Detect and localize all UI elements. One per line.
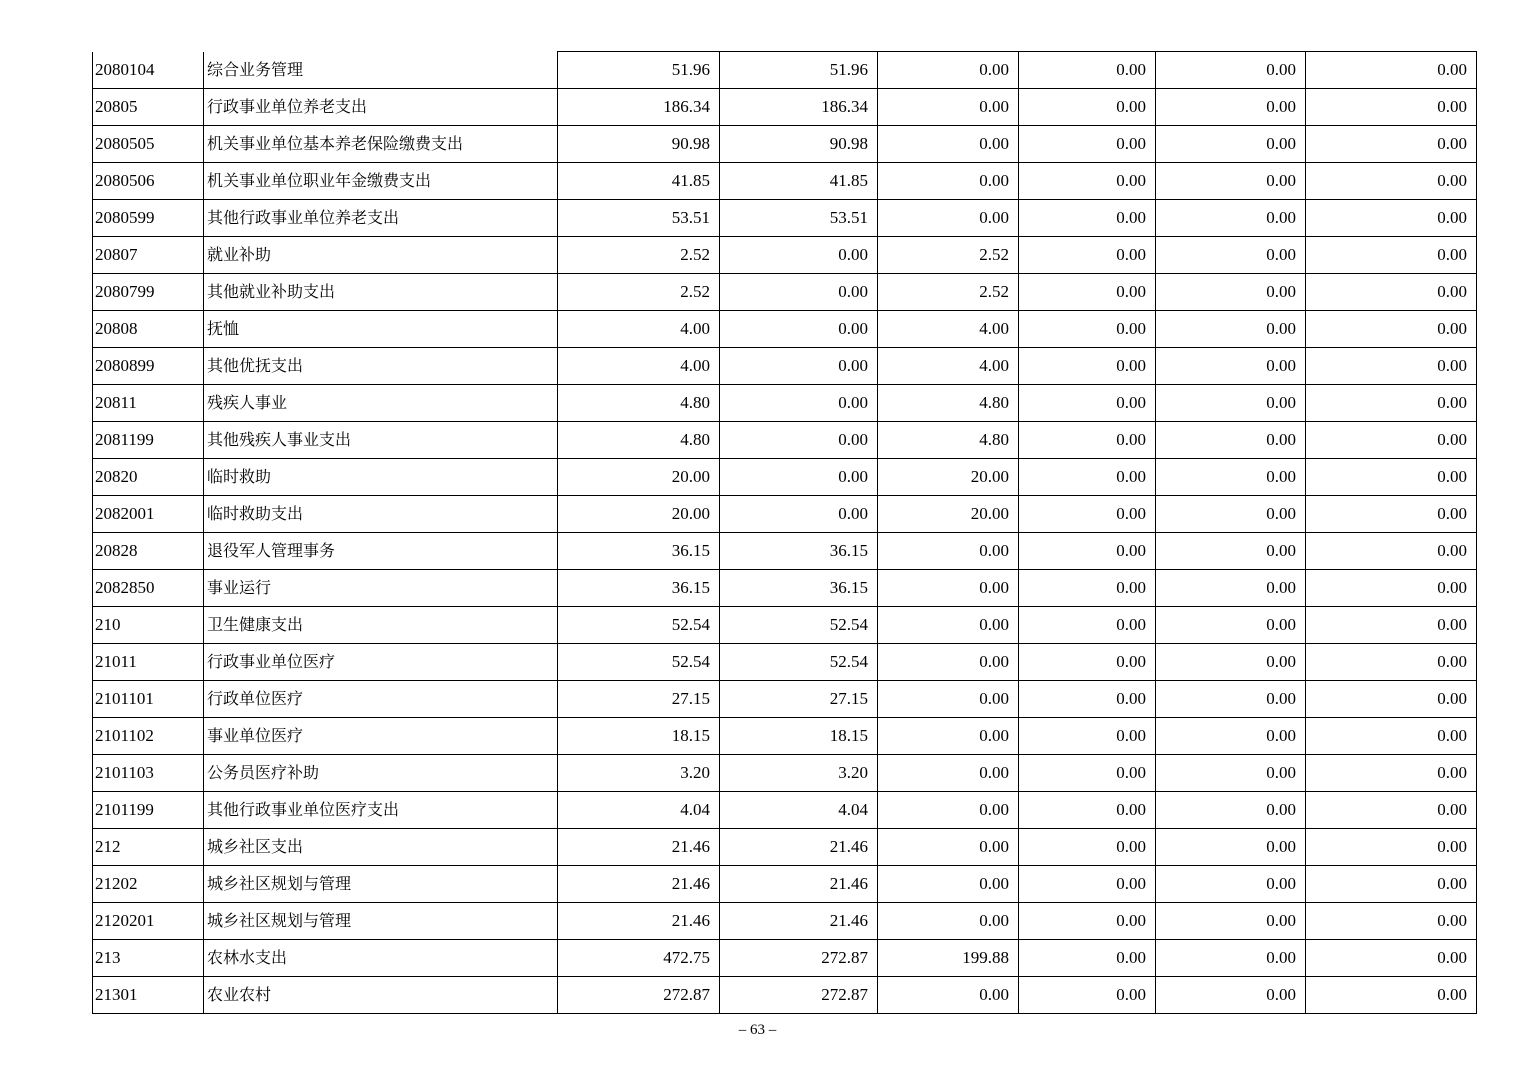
amount-cell: 472.75 — [558, 940, 720, 977]
amount-cell: 0.00 — [1019, 533, 1156, 570]
subject-name-cell: 机关事业单位职业年金缴费支出 — [204, 163, 558, 200]
amount-cell: 0.00 — [1306, 311, 1477, 348]
amount-cell: 0.00 — [1156, 829, 1306, 866]
amount-cell: 0.00 — [1156, 126, 1306, 163]
subject-name-cell: 临时救助 — [204, 459, 558, 496]
amount-cell: 0.00 — [1156, 422, 1306, 459]
table-row — [93, 274, 1477, 311]
subject-name-cell: 事业单位医疗 — [204, 718, 558, 755]
amount-cell: 0.00 — [878, 977, 1019, 1014]
amount-cell: 0.00 — [1306, 385, 1477, 422]
amount-cell: 4.00 — [558, 348, 720, 385]
amount-cell: 0.00 — [1306, 903, 1477, 940]
amount-cell: 0.00 — [878, 607, 1019, 644]
amount-cell: 20.00 — [558, 459, 720, 496]
subject-name-cell: 退役军人管理事务 — [204, 533, 558, 570]
amount-cell: 0.00 — [1019, 89, 1156, 126]
subject-code-cell: 2082001 — [93, 496, 204, 533]
subject-name-cell: 公务员医疗补助 — [204, 755, 558, 792]
subject-code-cell: 2080599 — [93, 200, 204, 237]
amount-cell: 0.00 — [1019, 311, 1156, 348]
table-row — [93, 348, 1477, 385]
subject-code-cell: 213 — [93, 940, 204, 977]
subject-name-cell: 其他行政事业单位医疗支出 — [204, 792, 558, 829]
amount-cell: 0.00 — [1156, 200, 1306, 237]
amount-cell: 0.00 — [1156, 89, 1306, 126]
amount-cell: 36.15 — [720, 533, 878, 570]
amount-cell: 0.00 — [878, 866, 1019, 903]
table-row — [93, 644, 1477, 681]
amount-cell: 0.00 — [878, 903, 1019, 940]
amount-cell: 0.00 — [878, 570, 1019, 607]
amount-cell: 0.00 — [1306, 866, 1477, 903]
amount-cell: 0.00 — [720, 496, 878, 533]
amount-cell: 4.00 — [878, 311, 1019, 348]
table-row — [93, 718, 1477, 755]
amount-cell: 2.52 — [878, 237, 1019, 274]
amount-cell: 0.00 — [1306, 755, 1477, 792]
amount-cell: 0.00 — [720, 237, 878, 274]
amount-cell: 0.00 — [1306, 237, 1477, 274]
amount-cell: 0.00 — [1019, 903, 1156, 940]
subject-name-cell: 其他残疾人事业支出 — [204, 422, 558, 459]
amount-cell: 0.00 — [1156, 866, 1306, 903]
amount-cell: 0.00 — [1156, 385, 1306, 422]
subject-code-cell: 212 — [93, 829, 204, 866]
amount-cell: 0.00 — [1019, 274, 1156, 311]
subject-code-cell: 21301 — [93, 977, 204, 1014]
subject-code-cell: 2080799 — [93, 274, 204, 311]
amount-cell: 0.00 — [1019, 237, 1156, 274]
amount-cell: 0.00 — [1156, 940, 1306, 977]
amount-cell: 53.51 — [720, 200, 878, 237]
amount-cell: 0.00 — [1306, 644, 1477, 681]
amount-cell: 0.00 — [1019, 792, 1156, 829]
amount-cell: 0.00 — [1156, 607, 1306, 644]
amount-cell: 51.96 — [558, 52, 720, 89]
amount-cell: 0.00 — [1306, 533, 1477, 570]
amount-cell: 52.54 — [558, 644, 720, 681]
subject-code-cell: 2081199 — [93, 422, 204, 459]
subject-code-cell: 20808 — [93, 311, 204, 348]
amount-cell: 20.00 — [558, 496, 720, 533]
subject-name-cell: 行政单位医疗 — [204, 681, 558, 718]
amount-cell: 21.46 — [720, 829, 878, 866]
amount-cell: 27.15 — [558, 681, 720, 718]
amount-cell: 0.00 — [878, 829, 1019, 866]
amount-cell: 0.00 — [1019, 940, 1156, 977]
amount-cell: 0.00 — [1156, 681, 1306, 718]
amount-cell: 0.00 — [1306, 977, 1477, 1014]
amount-cell: 0.00 — [1019, 644, 1156, 681]
amount-cell: 90.98 — [558, 126, 720, 163]
amount-cell: 0.00 — [720, 385, 878, 422]
amount-cell: 18.15 — [558, 718, 720, 755]
amount-cell: 0.00 — [1019, 977, 1156, 1014]
table-row — [93, 200, 1477, 237]
subject-name-cell: 临时救助支出 — [204, 496, 558, 533]
subject-code-cell: 20828 — [93, 533, 204, 570]
amount-cell: 51.96 — [720, 52, 878, 89]
subject-name-cell: 行政事业单位养老支出 — [204, 89, 558, 126]
subject-name-cell: 城乡社区规划与管理 — [204, 866, 558, 903]
amount-cell: 0.00 — [1156, 237, 1306, 274]
subject-code-cell: 20820 — [93, 459, 204, 496]
amount-cell: 21.46 — [558, 829, 720, 866]
amount-cell: 186.34 — [558, 89, 720, 126]
amount-cell: 0.00 — [1306, 422, 1477, 459]
amount-cell: 0.00 — [1306, 200, 1477, 237]
amount-cell: 0.00 — [1019, 422, 1156, 459]
subject-name-cell: 其他就业补助支出 — [204, 274, 558, 311]
amount-cell: 0.00 — [1306, 570, 1477, 607]
amount-cell: 4.80 — [558, 422, 720, 459]
amount-cell: 0.00 — [1306, 829, 1477, 866]
amount-cell: 2.52 — [558, 237, 720, 274]
table-row — [93, 126, 1477, 163]
amount-cell: 21.46 — [558, 903, 720, 940]
table-row — [93, 570, 1477, 607]
subject-name-cell: 卫生健康支出 — [204, 607, 558, 644]
subject-name-cell: 综合业务管理 — [204, 52, 558, 89]
amount-cell: 0.00 — [878, 126, 1019, 163]
amount-cell: 0.00 — [1306, 459, 1477, 496]
amount-cell: 0.00 — [1156, 496, 1306, 533]
subject-code-cell: 2101102 — [93, 718, 204, 755]
amount-cell: 20.00 — [878, 496, 1019, 533]
amount-cell: 0.00 — [1156, 311, 1306, 348]
amount-cell: 0.00 — [1306, 348, 1477, 385]
amount-cell: 21.46 — [720, 866, 878, 903]
subject-code-cell: 2101103 — [93, 755, 204, 792]
amount-cell: 20.00 — [878, 459, 1019, 496]
amount-cell: 27.15 — [720, 681, 878, 718]
amount-cell: 0.00 — [878, 163, 1019, 200]
table-body — [93, 52, 1477, 1014]
amount-cell: 0.00 — [1306, 496, 1477, 533]
amount-cell: 21.46 — [720, 903, 878, 940]
amount-cell: 3.20 — [558, 755, 720, 792]
amount-cell: 0.00 — [1156, 903, 1306, 940]
amount-cell: 0.00 — [1306, 163, 1477, 200]
table-row — [93, 977, 1477, 1014]
amount-cell: 0.00 — [1156, 570, 1306, 607]
amount-cell: 0.00 — [878, 755, 1019, 792]
subject-code-cell: 2101101 — [93, 681, 204, 718]
amount-cell: 36.15 — [720, 570, 878, 607]
subject-code-cell: 20805 — [93, 89, 204, 126]
table-row — [93, 237, 1477, 274]
subject-name-cell: 其他行政事业单位养老支出 — [204, 200, 558, 237]
table-row — [93, 89, 1477, 126]
amount-cell: 0.00 — [720, 311, 878, 348]
amount-cell: 0.00 — [878, 792, 1019, 829]
amount-cell: 272.87 — [558, 977, 720, 1014]
subject-code-cell: 21011 — [93, 644, 204, 681]
amount-cell: 0.00 — [1306, 89, 1477, 126]
table-row — [93, 533, 1477, 570]
amount-cell: 0.00 — [1306, 718, 1477, 755]
amount-cell: 0.00 — [1019, 718, 1156, 755]
amount-cell: 0.00 — [1019, 829, 1156, 866]
amount-cell: 0.00 — [1019, 459, 1156, 496]
subject-code-cell: 2120201 — [93, 903, 204, 940]
amount-cell: 0.00 — [720, 459, 878, 496]
amount-cell: 0.00 — [1156, 977, 1306, 1014]
table-row — [93, 52, 1477, 89]
amount-cell: 18.15 — [720, 718, 878, 755]
amount-cell: 0.00 — [1019, 348, 1156, 385]
table-row — [93, 940, 1477, 977]
amount-cell: 4.80 — [878, 385, 1019, 422]
amount-cell: 21.46 — [558, 866, 720, 903]
amount-cell: 4.00 — [878, 348, 1019, 385]
amount-cell: 0.00 — [1156, 755, 1306, 792]
amount-cell: 41.85 — [558, 163, 720, 200]
amount-cell: 0.00 — [1306, 274, 1477, 311]
amount-cell: 0.00 — [1306, 126, 1477, 163]
amount-cell: 0.00 — [1019, 385, 1156, 422]
amount-cell: 0.00 — [1306, 52, 1477, 89]
subject-code-cell: 2080506 — [93, 163, 204, 200]
amount-cell: 0.00 — [1156, 52, 1306, 89]
amount-cell: 0.00 — [1019, 126, 1156, 163]
subject-name-cell: 其他优抚支出 — [204, 348, 558, 385]
subject-name-cell: 城乡社区支出 — [204, 829, 558, 866]
table-row — [93, 422, 1477, 459]
subject-name-cell: 城乡社区规划与管理 — [204, 903, 558, 940]
amount-cell: 4.04 — [558, 792, 720, 829]
subject-code-cell: 20811 — [93, 385, 204, 422]
amount-cell: 0.00 — [720, 422, 878, 459]
amount-cell: 0.00 — [1306, 940, 1477, 977]
amount-cell: 0.00 — [878, 644, 1019, 681]
amount-cell: 52.54 — [720, 607, 878, 644]
amount-cell: 0.00 — [1019, 681, 1156, 718]
table-row — [93, 829, 1477, 866]
amount-cell: 4.00 — [558, 311, 720, 348]
table-row — [93, 459, 1477, 496]
amount-cell: 3.20 — [720, 755, 878, 792]
subject-name-cell: 抚恤 — [204, 311, 558, 348]
subject-name-cell: 行政事业单位医疗 — [204, 644, 558, 681]
subject-code-cell: 2101199 — [93, 792, 204, 829]
subject-name-cell: 农业农村 — [204, 977, 558, 1014]
amount-cell: 0.00 — [1156, 459, 1306, 496]
subject-code-cell: 2080505 — [93, 126, 204, 163]
amount-cell: 0.00 — [1156, 644, 1306, 681]
amount-cell: 0.00 — [720, 274, 878, 311]
amount-cell: 0.00 — [878, 718, 1019, 755]
subject-code-cell: 210 — [93, 607, 204, 644]
amount-cell: 0.00 — [1156, 533, 1306, 570]
amount-cell: 0.00 — [1306, 607, 1477, 644]
amount-cell: 2.52 — [878, 274, 1019, 311]
amount-cell: 272.87 — [720, 940, 878, 977]
subject-name-cell: 农林水支出 — [204, 940, 558, 977]
subject-name-cell: 事业运行 — [204, 570, 558, 607]
subject-code-cell: 2080104 — [93, 52, 204, 89]
amount-cell: 0.00 — [1306, 792, 1477, 829]
amount-cell: 0.00 — [1156, 792, 1306, 829]
subject-name-cell: 机关事业单位基本养老保险缴费支出 — [204, 126, 558, 163]
amount-cell: 4.80 — [558, 385, 720, 422]
amount-cell: 0.00 — [1019, 52, 1156, 89]
amount-cell: 0.00 — [878, 52, 1019, 89]
amount-cell: 0.00 — [720, 348, 878, 385]
table-row — [93, 385, 1477, 422]
amount-cell: 0.00 — [1019, 607, 1156, 644]
subject-name-cell: 就业补助 — [204, 237, 558, 274]
amount-cell: 0.00 — [1306, 681, 1477, 718]
page-number: – 63 – — [738, 1022, 777, 1038]
amount-cell: 0.00 — [1156, 274, 1306, 311]
amount-cell: 0.00 — [878, 89, 1019, 126]
amount-cell: 36.15 — [558, 570, 720, 607]
amount-cell: 4.80 — [878, 422, 1019, 459]
subject-code-cell: 2082850 — [93, 570, 204, 607]
amount-cell: 41.85 — [720, 163, 878, 200]
amount-cell: 0.00 — [1019, 163, 1156, 200]
amount-cell: 0.00 — [1019, 200, 1156, 237]
budget-expenditure-table — [92, 51, 1477, 1014]
amount-cell: 0.00 — [878, 200, 1019, 237]
amount-cell: 0.00 — [878, 681, 1019, 718]
amount-cell: 0.00 — [1019, 866, 1156, 903]
amount-cell: 272.87 — [720, 977, 878, 1014]
subject-code-cell: 21202 — [93, 866, 204, 903]
amount-cell: 4.04 — [720, 792, 878, 829]
table-row — [93, 311, 1477, 348]
table-row — [93, 755, 1477, 792]
amount-cell: 0.00 — [1156, 348, 1306, 385]
subject-code-cell: 2080899 — [93, 348, 204, 385]
subject-code-cell: 20807 — [93, 237, 204, 274]
table-row — [93, 792, 1477, 829]
amount-cell: 53.51 — [558, 200, 720, 237]
amount-cell: 52.54 — [720, 644, 878, 681]
amount-cell: 186.34 — [720, 89, 878, 126]
amount-cell: 36.15 — [558, 533, 720, 570]
amount-cell: 52.54 — [558, 607, 720, 644]
amount-cell: 0.00 — [878, 533, 1019, 570]
amount-cell: 0.00 — [1019, 755, 1156, 792]
amount-cell: 90.98 — [720, 126, 878, 163]
amount-cell: 199.88 — [878, 940, 1019, 977]
amount-cell: 2.52 — [558, 274, 720, 311]
table-row — [93, 903, 1477, 940]
table-row — [93, 163, 1477, 200]
amount-cell: 0.00 — [1156, 163, 1306, 200]
table-row — [93, 866, 1477, 903]
amount-cell: 0.00 — [1019, 496, 1156, 533]
table-row — [93, 681, 1477, 718]
table-row — [93, 496, 1477, 533]
table-row — [93, 607, 1477, 644]
subject-name-cell: 残疾人事业 — [204, 385, 558, 422]
amount-cell: 0.00 — [1019, 570, 1156, 607]
amount-cell: 0.00 — [1156, 718, 1306, 755]
